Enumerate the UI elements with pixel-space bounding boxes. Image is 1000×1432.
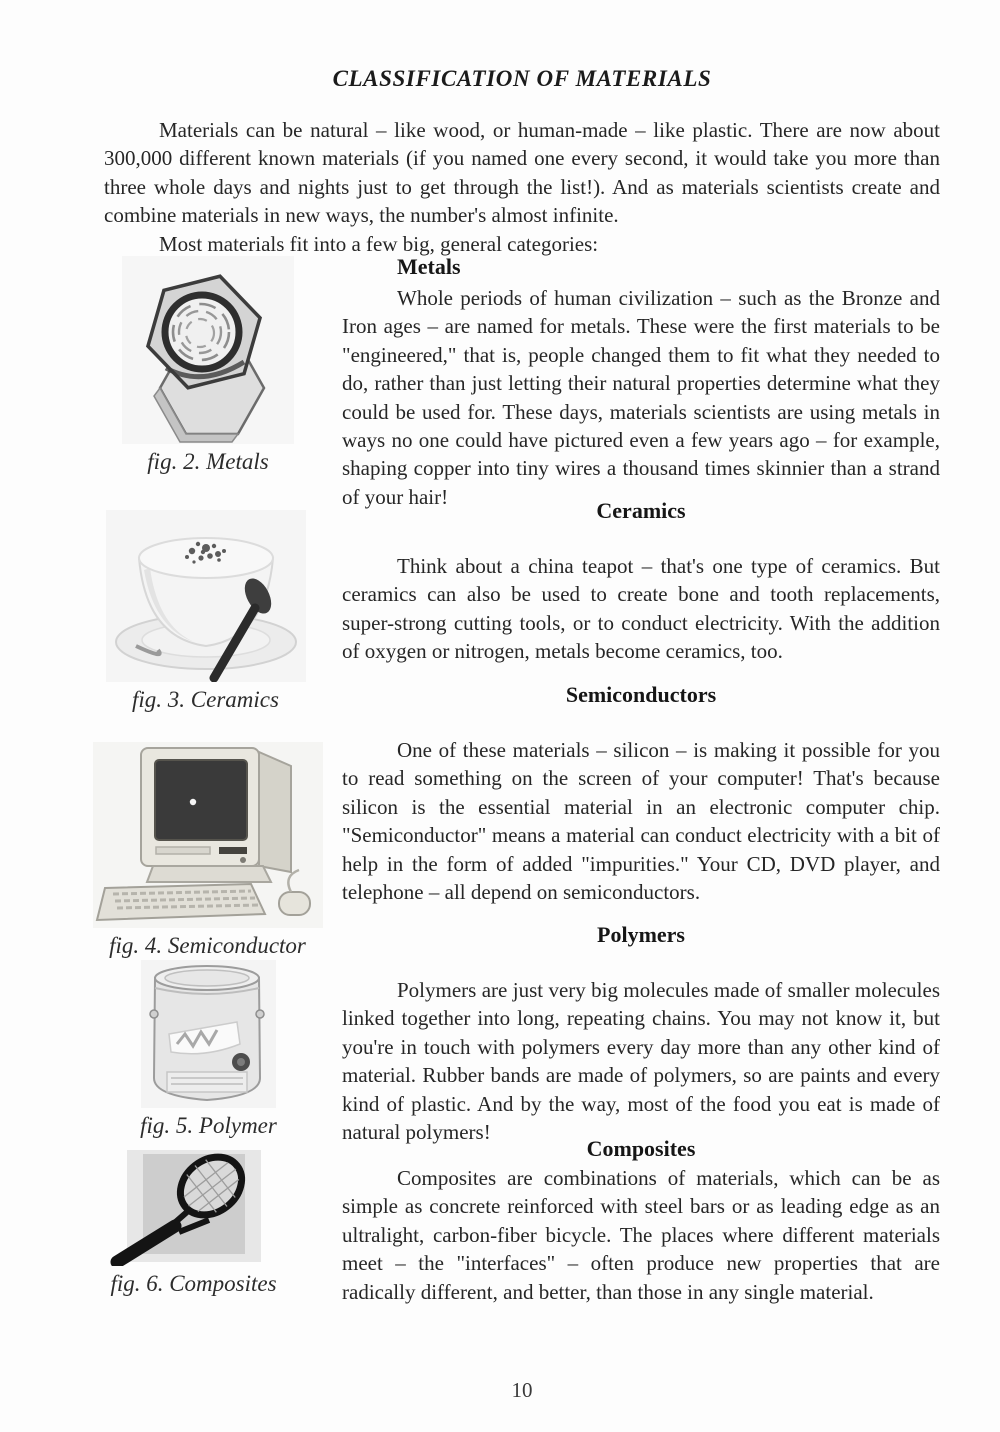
section-body-composites: Composites are combinations of materials, which can be as simple as concrete reinforced with steel bars or as leading edge as an ultralight, carbon-fiber bicycle. The places where different materials meet – the "interfaces" – often produce new properties that are radically different, and better, than those in any single material.	[342, 1166, 940, 1304]
section-body-ceramics: Think about a china teapot – that's one type of ceramics. But ceramics can also be used to create bone and tooth replacements, super-strong cutting tools, or to conduct electricity. With the addition of oxygen or nitrogen, metals become ceramics, too.	[342, 554, 940, 664]
vintage-computer-image	[93, 742, 323, 928]
figure-caption-ceramics: fig. 3. Ceramics	[132, 687, 279, 712]
section-heading-polymers: Polymers	[597, 922, 685, 947]
figure-semiconductor	[90, 742, 325, 959]
intro-block	[104, 116, 940, 258]
section-metals	[342, 254, 940, 511]
section-body-polymers: Polymers are just very big molecules made of smaller molecules linked together into long, repeating chains. You may not know it, but you're in touch with polymers every day more than any other kind of material. Rubber bands are made of polymers, so are paints and every kind of plastic. And by the way, most of the food you eat is made of natural polymers!	[342, 978, 940, 1145]
section-body-semiconductors: One of these materials – silicon – is making it possible for you to read something on the screen of your computer! That's because silicon is the essential material in an electronic computer chip. "Semiconductor" means a material can conduct electricity with a bit of help in the form of added "impurities." Your CD, DVD player, and telephone – all depend on semiconductors.	[342, 738, 940, 905]
section-heading-semiconductors: Semiconductors	[565, 682, 717, 707]
page-number: 10	[511, 1378, 533, 1402]
page-title: CLASSIFICATION OF MATERIALS	[332, 66, 712, 91]
paint-can-image	[141, 960, 276, 1108]
intro-paragraph: Materials can be natural – like wood, or human-made – like plastic. There are now about 300,000 different known materials (if you named one every second, it would take you more than three whole days and nights just to get through the list!). And as materials scientists create and combine materials in new ways, the number's almost infinite.	[104, 118, 940, 228]
figure-caption-metals: fig. 2. Metals	[147, 449, 269, 474]
section-heading-composites: Composites	[586, 1136, 696, 1161]
figure-metals	[118, 256, 298, 475]
hex-nuts-image	[122, 256, 294, 444]
section-composites	[342, 1136, 940, 1306]
section-heading-metals: Metals	[397, 254, 461, 279]
figure-caption-semiconductor: fig. 4. Semiconductor	[109, 933, 306, 958]
figure-ceramics	[103, 510, 308, 713]
section-semiconductors	[342, 682, 940, 906]
section-body-metals: Whole periods of human civilization – such as the Bronze and Iron ages – are named for metals. These were the first materials to be "engineered," that is, people changed them to fit what they needed to do, rather than just letting their natural properties determine what they could be used for. These days, materials scientists are using metals in ways no one could have pictured even a few years ago – for example, shaping copper into tiny wires a thousand times skinnier than a strand of your hair!	[342, 286, 940, 509]
figure-caption-polymer: fig. 5. Polymer	[140, 1113, 277, 1138]
intro-lead-in: Most materials fit into a few big, general categories:	[159, 231, 599, 256]
figure-composites	[96, 1150, 291, 1297]
coffee-cup-image	[106, 510, 306, 682]
tennis-racket-image	[99, 1150, 289, 1266]
section-ceramics	[342, 498, 940, 666]
figure-polymer	[126, 960, 291, 1139]
figure-caption-composites: fig. 6. Composites	[110, 1271, 277, 1296]
section-heading-ceramics: Ceramics	[596, 498, 686, 523]
section-polymers	[342, 922, 940, 1146]
